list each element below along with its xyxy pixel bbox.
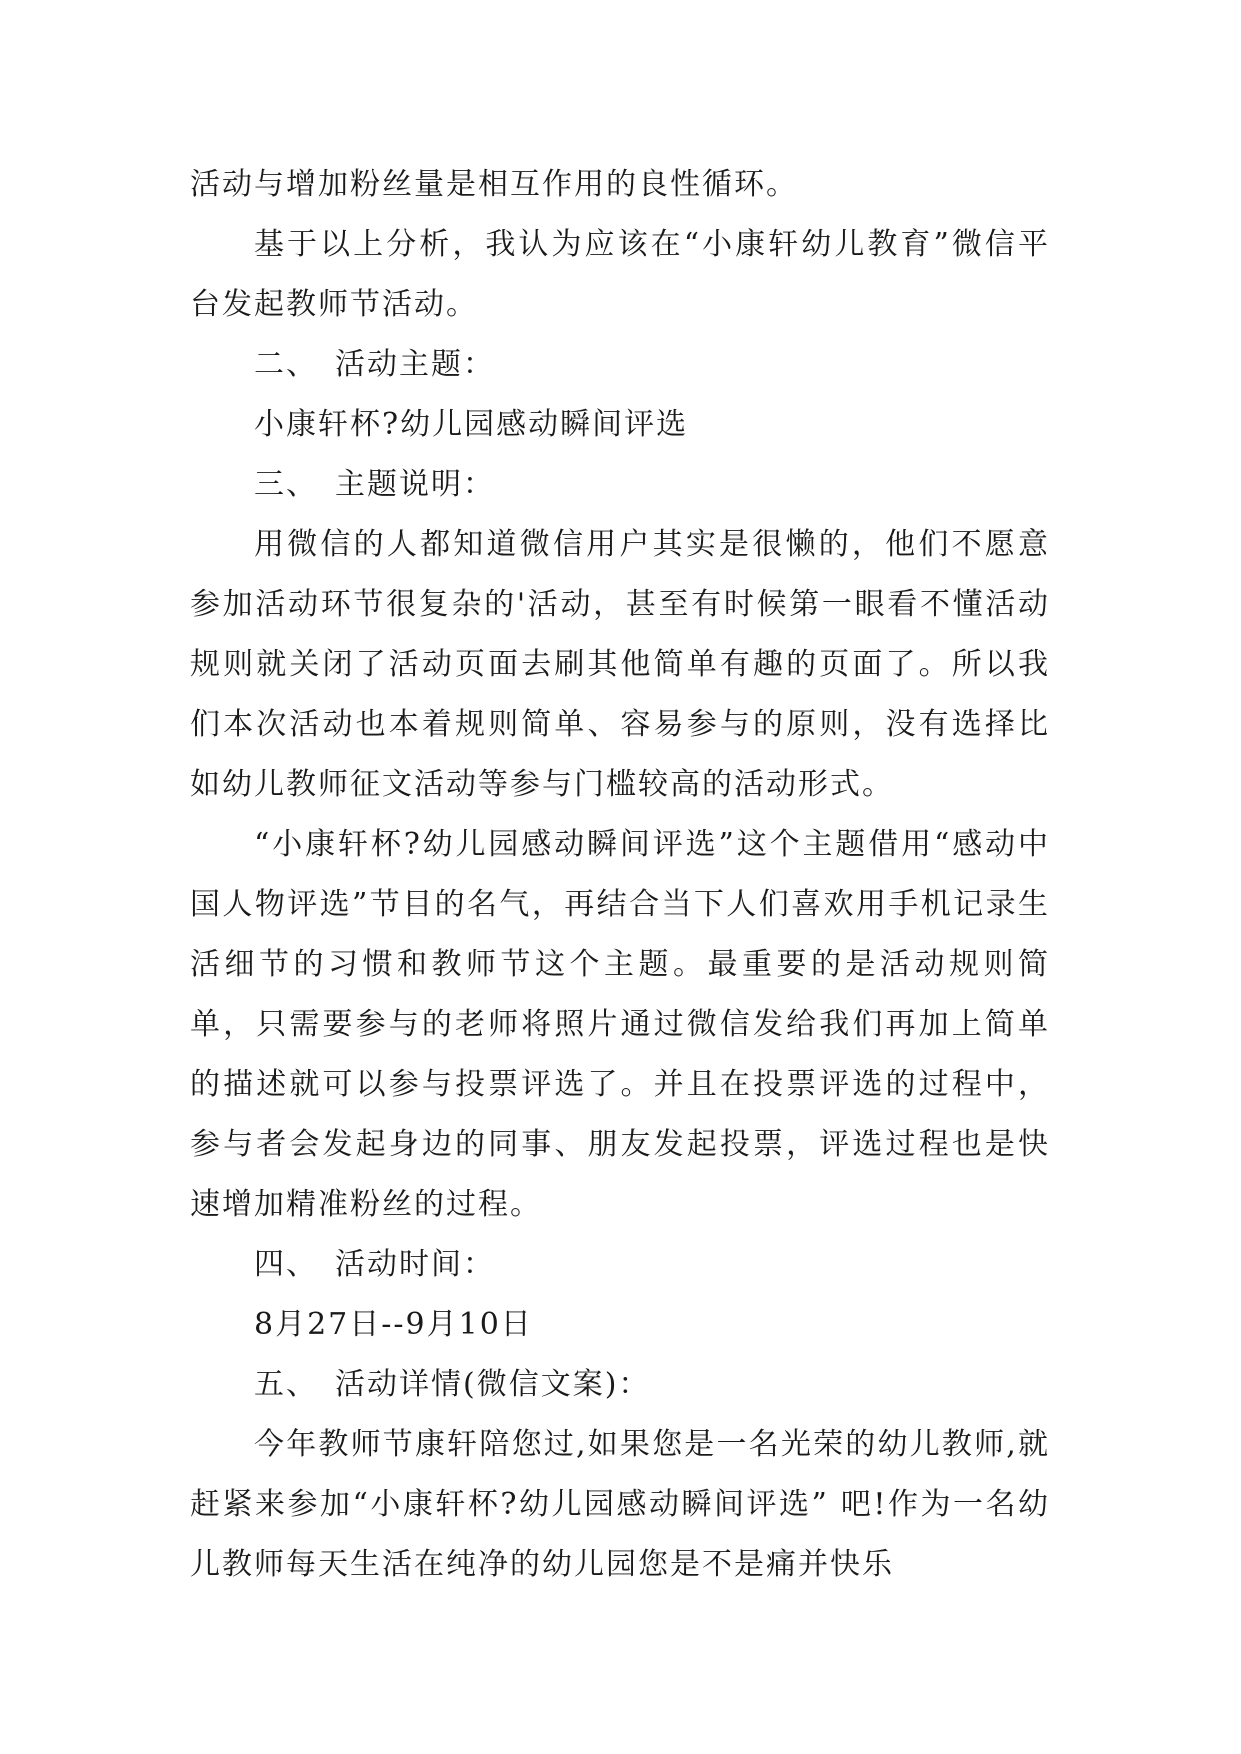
document-body xyxy=(190,155,1050,1595)
paragraph-wechat-copy: 今年教师节康轩陪您过,如果您是一名光荣的幼儿教师,就赶紧来参加“小康轩杯?幼儿园感动瞬间评选” 吧!作为一名幼儿教师每天生活在纯净的幼儿园您是不是痛并快乐 xyxy=(190,1427,1050,1582)
paragraph-continuation: 活动与增加粉丝量是相互作用的良性循环。 xyxy=(190,167,798,202)
paragraph-date-range: 8月27日--9月10日 xyxy=(254,1307,533,1342)
section-heading-time: 四、 活动时间： xyxy=(254,1247,495,1282)
section-heading-theme: 二、 活动主题： xyxy=(254,347,495,382)
paragraph-wechat-users: 用微信的人都知道微信用户其实是很懒的，他们不愿意参加活动环节很复杂的'活动，甚至有时候第一眼看不懂活动规则就关闭了活动页面去刷其他简单有趣的页面了。所以我们本次活动也本着规则简单、容易参与的原则，没有选择比如幼儿教师征文活动等参与门槛较高的活动形式。 xyxy=(190,527,1050,802)
section-heading-details: 五、 活动详情(微信文案)： xyxy=(254,1367,651,1402)
paragraph-analysis-conclusion: 基于以上分析，我认为应该在“小康轩幼儿教育”微信平台发起教师节活动。 xyxy=(190,227,1050,322)
section-heading-theme-explanation: 三、 主题说明： xyxy=(254,467,495,502)
paragraph-theme-title: 小康轩杯?幼儿园感动瞬间评选 xyxy=(254,407,689,442)
paragraph-theme-details: “小康轩杯?幼儿园感动瞬间评选”这个主题借用“感动中国人物评选”节目的名气，再结合当下人们喜欢用手机记录生活细节的习惯和教师节这个主题。最重要的是活动规则简单，只需要参与的老师将照片通过微信发给我们再加上简单的描述就可以参与投票评选了。并且在投票评选的过程中，参与者会发起身边的同事、朋友发起投票，评选过程也是快速增加精准粉丝的过程。 xyxy=(190,827,1050,1222)
